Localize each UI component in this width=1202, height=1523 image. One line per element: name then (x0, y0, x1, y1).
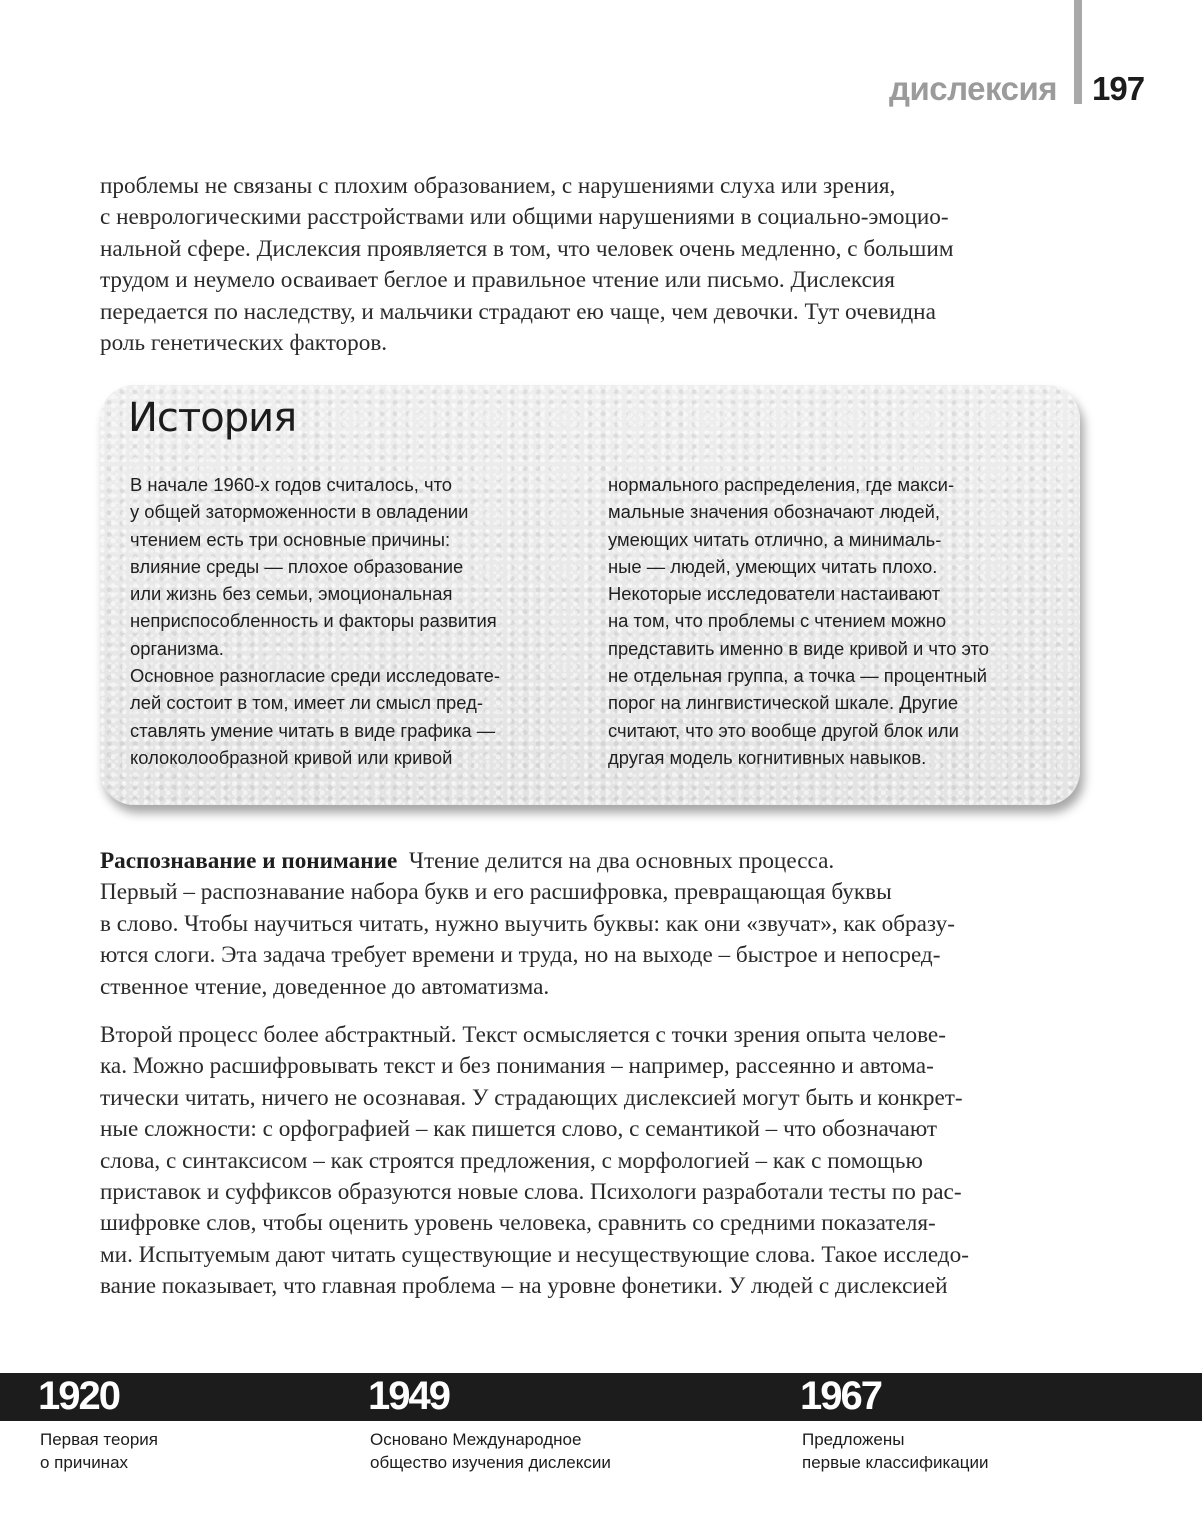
history-line: умеющих читать отлично, а минималь- (608, 528, 942, 550)
timeline-desc-line: первые классификации (802, 1453, 989, 1472)
history-line: не отдельная группа, а точка — процентный (608, 665, 987, 687)
text-line: с неврологическими расстройствами или общими нарушениями в социально-эмоцио- (100, 204, 949, 231)
history-title: История (128, 395, 297, 441)
text-line: слова, с синтаксисом – как строятся предложения, с морфологией – как с помощью (100, 1147, 923, 1174)
text-line: Первый – распознавание набора букв и его расшифровка, превращающая буквы (100, 879, 892, 906)
history-line: другая модель когнитивных навыков. (608, 746, 927, 768)
timeline-desc-line: Предложены (802, 1430, 905, 1449)
history-line: ные — людей, умеющих читать плохо. (608, 555, 938, 577)
history-column-right (608, 471, 989, 771)
paragraph-recognition (100, 846, 1090, 1003)
timeline-desc-line: о причинах (40, 1453, 129, 1472)
text-line: ка. Можно расшифровывать текст и без понимания – например, рассеянно и автома- (100, 1053, 934, 1080)
paragraph-comprehension (100, 1020, 1090, 1303)
text-line: ми. Испытуемым дают читать существующие и несуществующие слова. Такое исследо- (100, 1241, 969, 1268)
history-line: нормального распределения, где макси- (608, 474, 955, 495)
history-line: лей состоит в том, имеет ли смысл пред- (130, 692, 483, 714)
text-line: приставок и суффиксов образуются новые слова. Психологи разработали тесты по рас- (100, 1179, 962, 1206)
history-line: или жизнь без семьи, эмоциональная (130, 583, 453, 605)
history-line: порог на лингвистической шкале. Другие (608, 692, 959, 714)
history-line: ставлять умение читать в виде графика — (130, 719, 496, 741)
timeline-desc-line: Основано Международное (370, 1430, 582, 1449)
history-line: представить именно в виде кривой и что это (608, 637, 989, 659)
timeline-year: 1967 (800, 1374, 881, 1418)
timeline-description (40, 1428, 158, 1474)
timeline-desc-line: общество изучения дислексии (370, 1453, 611, 1472)
text-line: ные сложности: с орфографией – как пишется слово, с семантикой – что обозначают (100, 1116, 937, 1143)
timeline-bar (0, 1373, 1202, 1421)
history-line: Основное разногласие среди исследовате- (130, 665, 501, 687)
text-line: трудом и неумело осваивает беглое и правильное чтение или письмо. Дислексия (100, 267, 895, 294)
section-heading: Распознавание и понимание (100, 848, 398, 874)
history-line: влияние среды — плохое образование (130, 555, 464, 577)
page-number: 197 (1092, 70, 1145, 107)
text-line: тически читать, ничего не осознавая. У страдающих дислексией могут быть и конкрет- (100, 1084, 963, 1111)
history-column-left (130, 471, 500, 771)
text-line: нальной сфере. Дислексия проявляется в том, что человек очень медленно, с большим (100, 235, 954, 262)
history-line: мальные значения обозначают людей, (608, 501, 941, 523)
timeline-description (370, 1428, 611, 1474)
text-line-first (100, 846, 1090, 877)
history-line: неприспособленность и факторы развития (130, 610, 497, 632)
text-line: роль генетических факторов. (100, 330, 388, 357)
text-line: проблемы не связаны с плохим образованием, с нарушениями слуха или зрения, (100, 173, 896, 199)
paragraph-intro (100, 171, 1090, 359)
text-line: Второй процесс более абстрактный. Текст осмысляется с точки зрения опыта челове- (100, 1022, 946, 1048)
history-sidebar-box (100, 385, 1080, 805)
history-line: считают, что это вообще другой блок или (608, 719, 959, 741)
history-line: В начале 1960-х годов считалось, что (130, 474, 453, 495)
history-line: колоколообразной кривой или кривой (130, 746, 453, 768)
text-line: ственное чтение, доведенное до автоматизма. (100, 973, 550, 1000)
text-line: шифровке слов, чтобы оценить уровень человека, сравнить со средними показателя- (100, 1210, 936, 1237)
history-line: Некоторые исследователи настаивают (608, 583, 941, 605)
history-line: у общей заторможенности в овладении (130, 501, 469, 523)
history-line: организма. (130, 637, 224, 659)
text-line: ются слоги. Эта задача требует времени и труда, но на выходе – быстрое и непосред- (100, 942, 941, 969)
timeline-year: 1920 (38, 1374, 119, 1418)
heading-continuation: Чтение делится на два основных процесса. (408, 848, 835, 874)
history-line: чтением есть три основные причины: (130, 528, 451, 550)
text-line: передается по наследству, и мальчики страдают ею чаще, чем девочки. Тут очевидна (100, 298, 936, 325)
timeline-description (802, 1428, 989, 1474)
running-header-section: дислексия (889, 70, 1057, 107)
history-line: на том, что проблемы с чтением можно (608, 610, 947, 632)
text-line: в слово. Чтобы научиться читать, нужно выучить буквы: как они «звучат», как образу- (100, 910, 955, 937)
timeline-year: 1949 (368, 1374, 449, 1418)
header-divider (1074, 0, 1082, 104)
timeline-desc-line: Первая теория (40, 1430, 159, 1449)
text-line: вание показывает, что главная проблема – на уровне фонетики. У людей с дислексией (100, 1273, 948, 1300)
